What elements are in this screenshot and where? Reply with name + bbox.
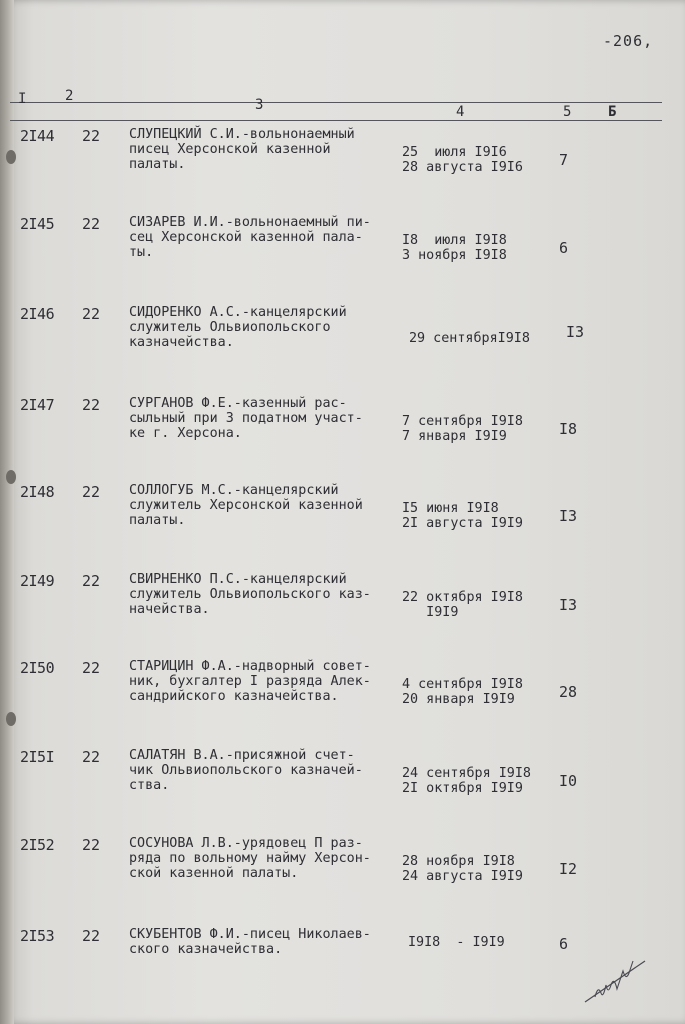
entry-description: СЛУПЕЦКИЙ С.И.-вольнонаемный писец Херсонской казенной палаты. — [129, 127, 355, 172]
binding-hole — [6, 470, 16, 484]
start-date: I8 июля I9I8 — [402, 233, 507, 248]
header-rule-bottom — [10, 120, 662, 121]
entry-description: СОСУНОВА Л.В.-урядовец П раз- ряда по вольному найму Херсон- ской казенной палаты. — [129, 836, 371, 881]
fund-number: 22 — [82, 483, 101, 501]
fund-number: 22 — [82, 659, 101, 677]
sheet-count: I3 — [566, 323, 585, 341]
register-entry — [0, 396, 685, 456]
sheet-count: I2 — [559, 860, 578, 878]
end-date: 20 января I9I9 — [402, 692, 515, 707]
entry-number: 2I5I — [20, 748, 55, 766]
register-entry — [0, 483, 685, 543]
end-date: I9I8 - I9I9 — [408, 935, 505, 950]
start-date: 22 октября I9I8 — [402, 590, 523, 605]
register-entry — [0, 659, 685, 719]
entry-number: 2I52 — [20, 836, 55, 854]
start-date: 24 сентября I9I8 — [402, 766, 531, 781]
column-header-5: 5 — [563, 104, 572, 120]
sheet-count: 6 — [559, 935, 569, 953]
register-entry — [0, 127, 685, 187]
register-entry — [0, 215, 685, 275]
start-date: I5 июня I9I8 — [402, 501, 499, 516]
column-header-2: 2 — [65, 88, 74, 104]
register-entry — [0, 836, 685, 896]
entry-number: 2I53 — [20, 927, 55, 945]
entry-number: 2I44 — [20, 127, 55, 145]
entry-description: САЛАТЯН В.А.-присяжной счет- чик Ольвиопольского казначей- ства. — [129, 748, 363, 793]
page-number: -206, — [603, 32, 654, 50]
column-header-1: I — [18, 91, 27, 107]
fund-number: 22 — [82, 215, 101, 233]
fund-number: 22 — [82, 305, 101, 323]
entry-number: 2I45 — [20, 215, 55, 233]
end-date: 29 сентябряI9I8 — [409, 331, 530, 346]
end-date: 2I августа I9I9 — [402, 516, 523, 531]
end-date: 2I октября I9I9 — [402, 781, 523, 796]
end-date: 3 ноября I9I8 — [402, 248, 507, 263]
fund-number: 22 — [82, 927, 101, 945]
entry-number: 2I50 — [20, 659, 55, 677]
entry-description: СОЛЛОГУБ М.С.-канцелярский служитель Херсонской казенной палаты. — [129, 483, 363, 528]
end-date: I9I9 — [402, 605, 459, 620]
register-entry — [0, 748, 685, 808]
entry-description: СИДОРЕНКО А.С.-канцелярский служитель Ольвиопольского казначейства. — [129, 305, 347, 350]
sheet-count: 28 — [559, 683, 578, 701]
entry-description: СВИРНЕНКО П.С.-канцелярский служитель Ольвиопольского каз- начейства. — [129, 572, 371, 617]
entry-number: 2I46 — [20, 305, 55, 323]
sheet-count: I0 — [559, 772, 578, 790]
header-rule-top — [10, 102, 662, 103]
end-date: 24 августа I9I9 — [402, 869, 523, 884]
register-entry — [0, 572, 685, 632]
start-date: 28 ноября I9I8 — [402, 854, 515, 869]
column-header-6: Б — [608, 104, 617, 120]
start-date: 25 июля I9I6 — [402, 145, 507, 160]
entry-description: СУРГАНОВ Ф.Е.-казенный рас- сыльный при 3 податном участ- ке г. Херсона. — [129, 396, 363, 441]
sheet-count: 6 — [559, 239, 569, 257]
fund-number: 22 — [82, 836, 101, 854]
end-date: 7 января I9I9 — [402, 429, 507, 444]
fund-number: 22 — [82, 127, 101, 145]
sheet-count: 7 — [559, 151, 569, 169]
fund-number: 22 — [82, 572, 101, 590]
entry-number: 2I47 — [20, 396, 55, 414]
fund-number: 22 — [82, 396, 101, 414]
entry-description: СКУБЕНТОВ Ф.И.-писец Николаев- ского казначейства. — [129, 927, 371, 957]
fund-number: 22 — [82, 748, 101, 766]
entry-number: 2I48 — [20, 483, 55, 501]
entry-number: 2I49 — [20, 572, 55, 590]
end-date: 28 августа I9I6 — [402, 160, 523, 175]
entry-description: СТАРИЦИН Ф.А.-надворный совет- ник, бухгалтер I разряда Алек- сандрийского казначейства. — [129, 659, 371, 704]
sheet-count: I8 — [559, 420, 578, 438]
handwritten-mark — [583, 957, 653, 1007]
register-entry — [0, 305, 685, 365]
entry-description: СИЗАРЕВ И.И.-вольнонаемный пи- сец Херсонской казенной пала- ты. — [129, 215, 371, 260]
start-date: 4 сентября I9I8 — [402, 677, 523, 692]
column-header-3: 3 — [255, 97, 264, 113]
sheet-count: I3 — [559, 596, 578, 614]
column-header-4: 4 — [456, 104, 465, 120]
sheet-count: I3 — [559, 507, 578, 525]
start-date: 7 сентября I9I8 — [402, 414, 523, 429]
